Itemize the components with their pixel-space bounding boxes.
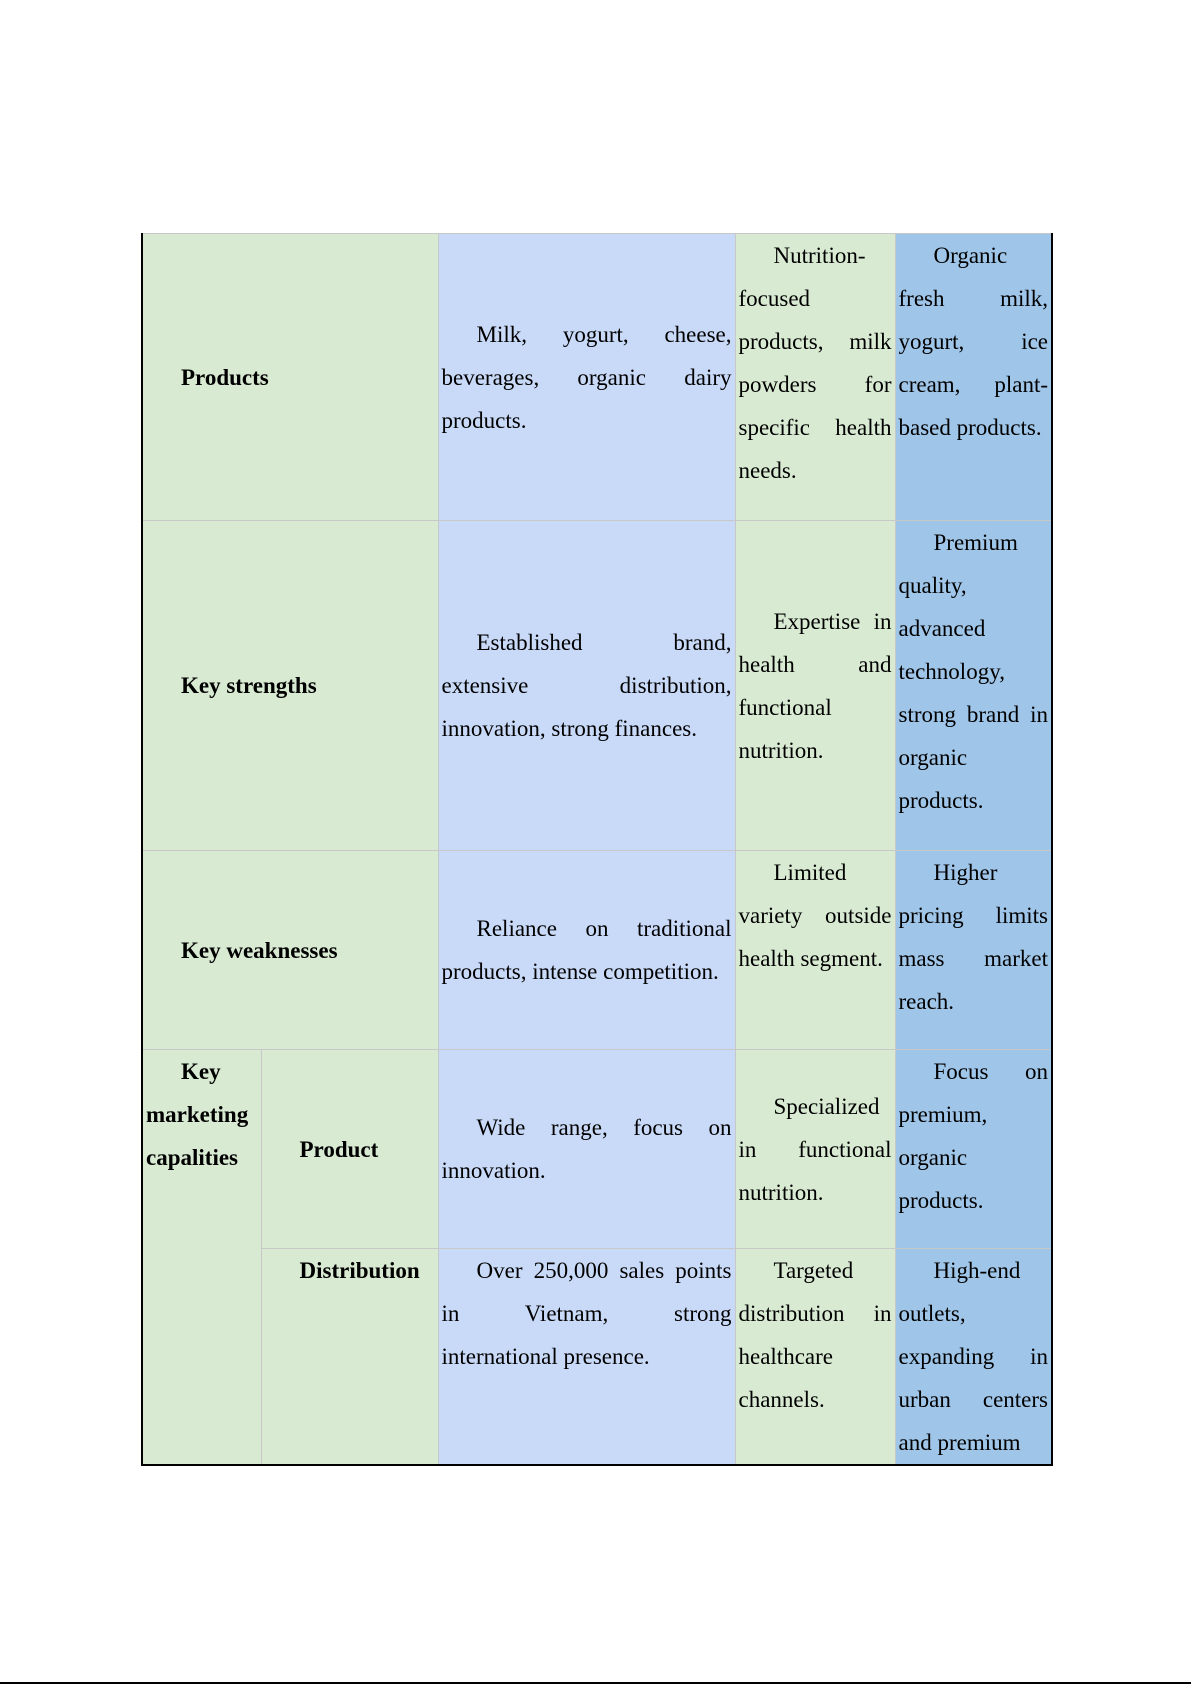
- cell-distribution-col1: Over 250,000 sales points in Vietnam, strong international presence.: [438, 1249, 735, 1466]
- cell-strengths-col3: Premium quality, advanced technology, strong brand in organic products.: [895, 521, 1052, 851]
- cell-strengths-col2: Expertise in health and functional nutrition.: [735, 521, 895, 851]
- cell-product-col3: Focus on premium, organic products.: [895, 1050, 1052, 1249]
- cell-weaknesses-col2: Limited variety outside health segment.: [735, 851, 895, 1050]
- row-label-products: Products: [142, 234, 438, 521]
- row-label-key-weaknesses: Key weaknesses: [142, 851, 438, 1050]
- row-label-key-strengths: Key strengths: [142, 521, 438, 851]
- table-row: [142, 851, 1052, 1050]
- cell-distribution-col2: Targeted distribution in healthcare channels.: [735, 1249, 895, 1466]
- table-row: [142, 1050, 1052, 1249]
- page-bottom-rule: [0, 1682, 1191, 1684]
- sub-label-product: Product: [261, 1050, 438, 1249]
- cell-weaknesses-col3: Higher pricing limits mass market reach.: [895, 851, 1052, 1050]
- cell-product-col1: Wide range, focus on innovation.: [438, 1050, 735, 1249]
- table-row: [142, 1249, 1052, 1466]
- table-row: [142, 234, 1052, 521]
- table-row: [142, 521, 1052, 851]
- cell-products-col2: Nutrition-focused products, milk powders for specific health needs.: [735, 234, 895, 521]
- cell-products-col3: Organic fresh milk, yogurt, ice cream, plant-based products.: [895, 234, 1052, 521]
- cell-strengths-col1: Established brand, extensive distribution, innovation, strong finances.: [438, 521, 735, 851]
- cell-products-col1: Milk, yogurt, cheese, beverages, organic dairy products.: [438, 234, 735, 521]
- cell-distribution-col3: High-end outlets, expanding in urban centers and premium: [895, 1249, 1052, 1466]
- cell-product-col2: Specialized in functional nutrition.: [735, 1050, 895, 1249]
- cell-weaknesses-col1: Reliance on traditional products, intense competition.: [438, 851, 735, 1050]
- comparison-table: [141, 233, 1053, 1466]
- group-label-key-marketing: Key marketing capalities: [142, 1050, 261, 1466]
- sub-label-distribution: Distribution: [261, 1249, 438, 1466]
